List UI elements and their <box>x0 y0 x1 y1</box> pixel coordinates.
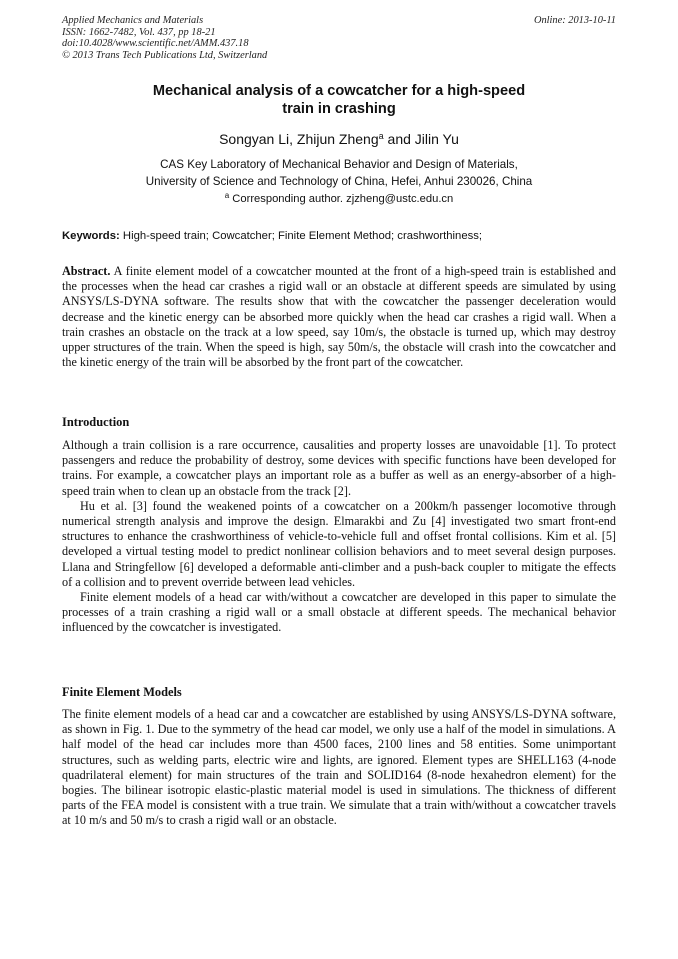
intro-paragraph-3: Finite element models of a head car with/without a cowcatcher are developed in this paper to simulate the processes of a train crashing a rigid wall or a small obstacle at different speeds. The mechanical behavior influenced by the cowcatcher is investigated. <box>62 590 616 635</box>
paper-title <box>62 82 616 118</box>
title-line-1: Mechanical analysis of a cowcatcher for a high-speed <box>152 83 526 99</box>
affiliation-line-1: CAS Key Laboratory of Mechanical Behavior and Design of Materials, <box>160 158 518 171</box>
keywords-label: Keywords: <box>62 230 120 242</box>
journal-issn: ISSN: 1662-7482, Vol. 437, pp 18-21 <box>62 26 216 38</box>
introduction-section <box>62 438 616 636</box>
abstract-text: A finite element model of a cowcatcher mounted at the front of a high-speed train is established and the processes when the head car crashes a rigid wall or an obstacle at different speeds are simulated by using ANSYS/LS-DYNA software. The results show that with the cowcatcher the passenger deceleration would decrease and the kinetic energy can be absorbed more quickly when the head car crashes a rigid wall. When a train crashes an obstacle on the track at a low speed, say 10m/s, the obstacle is turned up, which may destroy upper structures of the train. When the speed is high, say 50m/s, the obstacle will crash into the cowcatcher and the kinetic energy of the train will be absorbed by the front part of the cowcatcher. <box>62 264 616 370</box>
abstract <box>62 264 616 370</box>
intro-paragraph-2: Hu et al. [3] found the weakened points of a cowcatcher on a 200km/h passenger locomotive through numerical strength analysis and improve the design. Elmarakbi and Zu [4] investigated two smart front-end structures to enhance the crashworthiness of vehicle-to-vehicle full and offset frontal collisions. Kim et al. [5] developed a virtual testing model to predict nonlinear collision behaviors and to meet several design purposes. Llana and Stringfellow [6] developed a deformable anti-climber and a push-back coupler to mitigate the effects of a collision and to prevent override between lead vehicles. <box>62 498 616 589</box>
corresponding-author <box>62 192 616 207</box>
fem-section <box>62 707 616 829</box>
online-date: Online: 2013-10-11 <box>533 15 616 26</box>
author-list <box>62 130 616 148</box>
corresponding-text[interactable]: Corresponding author. zjzheng@ustc.edu.cn <box>229 193 454 205</box>
fem-heading: Finite Element Models <box>62 685 182 699</box>
keywords-text: High-speed train; Cowcatcher; Finite Element Method; crashworthiness; <box>119 230 483 242</box>
intro-paragraph-1: Although a train collision is a rare occurrence, causalities and property losses are unavoidable [1]. To protect passengers and reduce the probability of destroy, some devices with specific functions have been developed for trains. For example, a cowcatcher plays an important role as a buffer as well as an energy-absorber of a high-speed train when to clean up an obstacle from the track [2]. <box>62 438 616 498</box>
affiliation <box>62 157 616 190</box>
journal-name: Applied Mechanics and Materials <box>62 15 204 26</box>
journal-copyright: © 2013 Trans Tech Publications Ltd, Switzerland <box>62 49 268 61</box>
keywords <box>62 229 616 244</box>
affiliation-line-2: University of Science and Technology of China, Hefei, Anhui 230026, China <box>145 174 533 188</box>
fem-paragraph-1: The finite element models of a head car and a cowcatcher are established by using ANSYS/LS-DYNA software, as shown in Fig. 1. Due to the symmetry of the head car model, we only use a half of the model in simulations. A half model of the head car includes more than 4500 faces, 2100 lines and 58 entities. Some unimportant structures, such as welding parts, electric wire and lights, are ignored. Element types are SHELL163 (4-node quadrilateral element) for main structures of the train and SOLID164 (8-node hexahedron element) for the bogies. The bilinear isotropic elastic-plastic material model is used in simulations. The thickness of different parts of the FEA model is consistent with a true train. We simulate that a train with/without a cowcatcher travels at 10 m/s and 50 m/s to crash a rigid wall or an obstacle. <box>62 707 616 828</box>
abstract-label: Abstract. <box>62 264 111 278</box>
title-line-2: train in crashing <box>282 101 396 117</box>
authors-part-2: and Jilin Yu <box>383 131 459 147</box>
journal-doi[interactable]: doi:10.4028/www.scientific.net/AMM.437.18 <box>62 38 249 49</box>
introduction-heading: Introduction <box>62 415 130 429</box>
journal-meta <box>62 15 267 61</box>
authors-part-1: Songyan Li, Zhijun Zheng <box>219 131 379 147</box>
author-affiliation-mark: a <box>378 131 384 141</box>
corresponding-mark: a <box>224 191 230 200</box>
